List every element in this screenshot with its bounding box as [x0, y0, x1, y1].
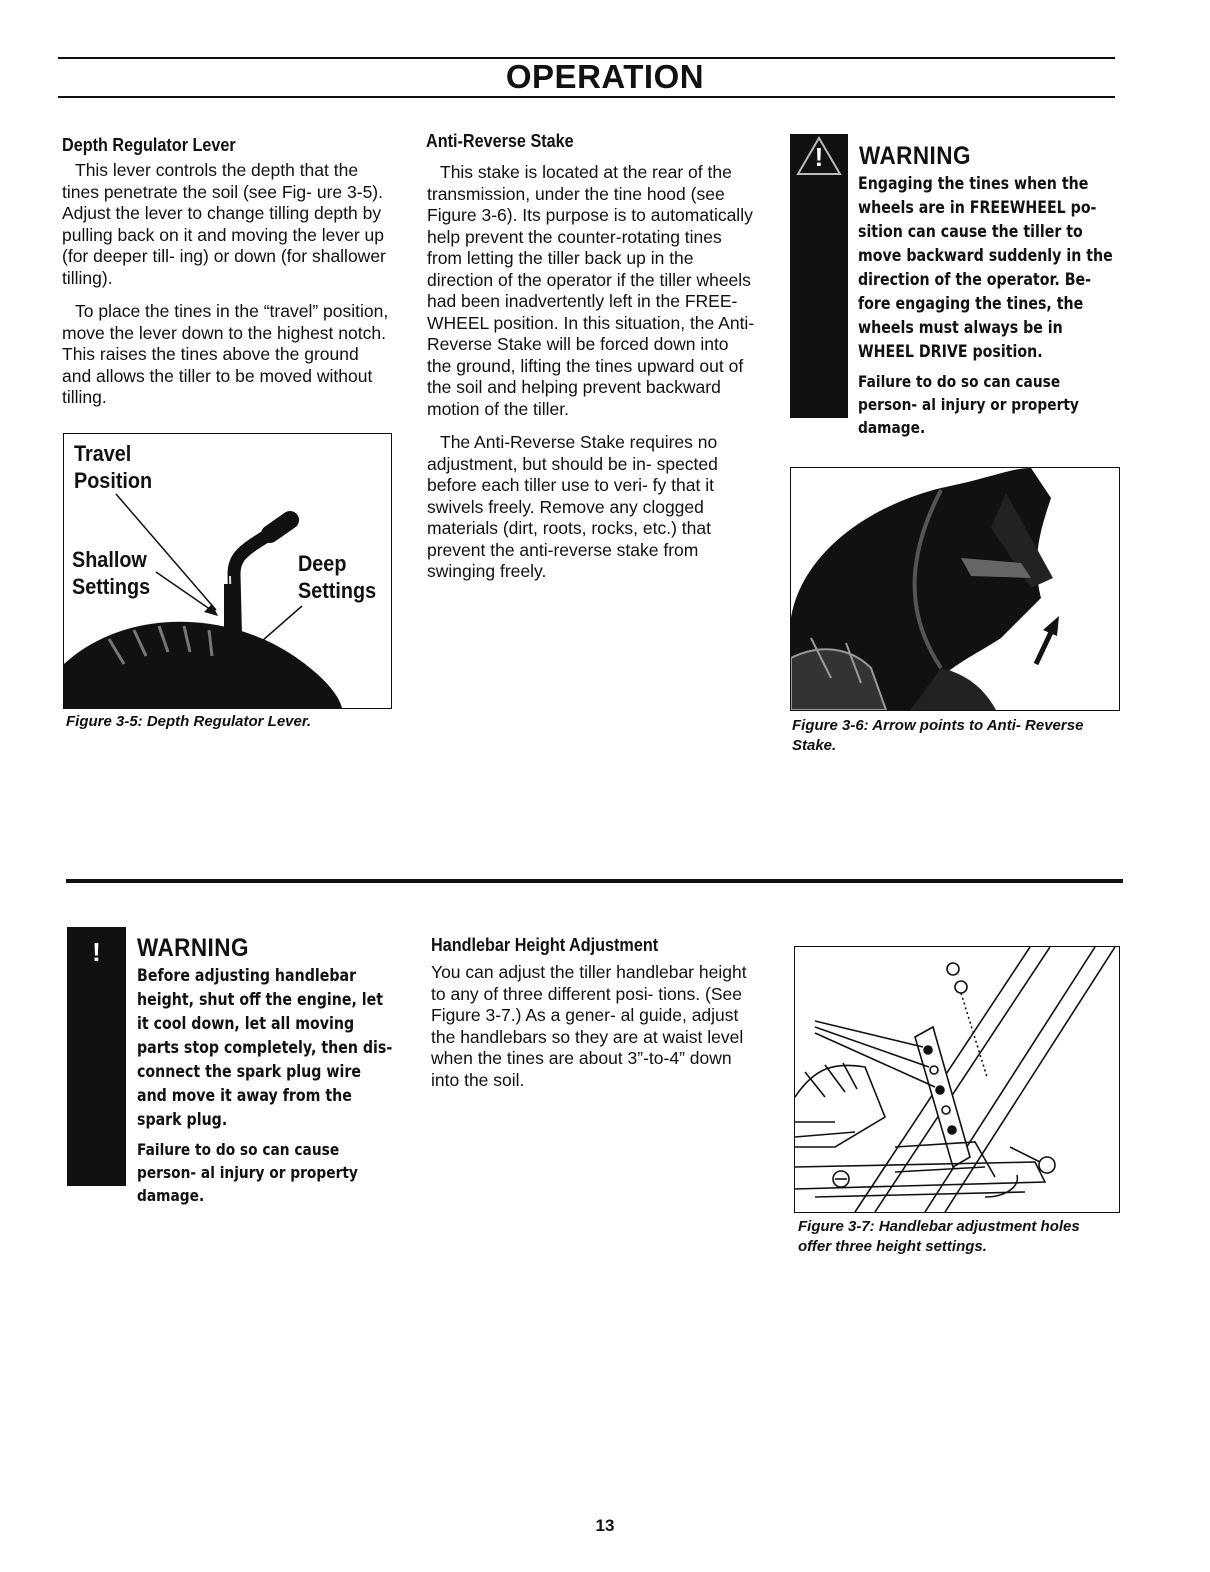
pointer-line-2	[815, 1027, 929, 1067]
adjustment-hole-4	[942, 1106, 950, 1114]
bolt-top-1	[947, 963, 959, 975]
depth-regulator-text	[62, 160, 390, 421]
depth-regulator-paragraph-1: This lever controls the depth that the tines penetrate the soil (see Fig- ure 3-5). Adjust the lever to change tilling depth by pulling back on it and moving the lever up (for deeper till- ing) or down (for shallower tilling).	[62, 160, 386, 288]
figure-3-7-handlebar-diagram	[794, 946, 1120, 1213]
warning-2-consequence: Failure to do so can cause person- al injury or property damage.	[137, 1140, 358, 1205]
pin-ring	[1039, 1157, 1055, 1173]
handlebar-tube-right-b	[945, 947, 1115, 1212]
section-divider-rule	[66, 879, 1123, 883]
lever-grip	[270, 520, 290, 534]
adjustment-hole-5	[948, 1126, 956, 1134]
handlebar-line-drawing	[795, 947, 1119, 1212]
figure-3-6-caption: Figure 3-6: Arrow points to Anti- Reverse Stake.	[792, 717, 1084, 754]
adjustment-hole-3	[936, 1086, 944, 1094]
anti-reverse-paragraph-2: The Anti-Reverse Stake requires no adjustment, but should be in- spected before each tiller use to veri- fy that it swivels freely. Remove any clogged materials (dirt, roots, rocks, etc.) that prevent the anti-reverse stake from swinging freely.	[427, 432, 718, 581]
adjustment-hole-2	[930, 1066, 938, 1074]
shallow-pointer-line	[156, 572, 214, 612]
warning-2-exclamation: !	[92, 937, 101, 967]
anti-reverse-text	[427, 162, 755, 595]
adjustment-pin	[1010, 1147, 1040, 1162]
frame-rail	[795, 1162, 1045, 1189]
depth-regulator-heading: Depth Regulator Lever	[62, 135, 236, 155]
arrow-head-icon	[1043, 616, 1059, 636]
warning-1-title: WARNING	[859, 142, 971, 170]
deep-pointer-line	[254, 606, 302, 648]
deep-settings-label: Deep Settings	[298, 551, 377, 603]
figure-3-7-caption: Figure 3-7: Handlebar adjustment holes offer three height settings.	[798, 1218, 1080, 1255]
warning-1-exclamation: !	[814, 142, 824, 172]
page-title: OPERATION	[505, 58, 705, 95]
pointer-line-1	[815, 1021, 923, 1047]
handlebar-heading: Handlebar Height Adjustment	[431, 935, 659, 955]
warning-1-consequence: Failure to do so can cause person- al injury or property damage.	[858, 372, 1079, 437]
tiller-tire	[64, 622, 342, 708]
warning-2-main-text: Before adjusting handlebar height, shut off the engine, let it cool down, let all moving parts stop completely, then dis- connect the spark plug wire and move it away from the spark plug.	[137, 966, 393, 1129]
bolt-top-2	[955, 981, 967, 993]
page-number: 13	[595, 1516, 615, 1535]
handlebar-tube-right-a	[925, 947, 1095, 1212]
warning-2-title: WARNING	[137, 934, 249, 962]
travel-position-label: Travel Position	[74, 441, 153, 493]
adjustment-hole-1	[924, 1046, 932, 1054]
figure-3-6-anti-reverse-photo	[790, 467, 1120, 711]
shallow-settings-label: Shallow Settings	[72, 547, 151, 599]
pin-clip	[985, 1175, 1017, 1197]
warning-1-icon	[796, 136, 842, 176]
tine-detail	[795, 1063, 857, 1137]
handlebar-paragraph: You can adjust the tiller handlebar height to any of three different posi- tions. (See Figure 3-7.) As a gener- al guide, adjust the handlebars so they are at waist level when the tines are about 3”-to-4” down into the soil.	[431, 962, 747, 1090]
bolt-guide-line	[961, 993, 987, 1077]
handlebar-text	[431, 962, 761, 1103]
figure-3-5-depth-lever	[63, 433, 392, 709]
lever-bracket	[224, 584, 236, 662]
lever-rod	[234, 526, 282, 656]
header-rule-bottom	[58, 96, 1115, 98]
warning-1-bar	[790, 134, 848, 418]
warning-1-main-text: Engaging the tines when the wheels are in FREEWHEEL po- sition can cause the tiller to move backward suddenly in the direction of the operator. Be- fore engaging the tines, the wheels must always be in WHEEL DRIVE position.	[858, 174, 1113, 361]
anti-reverse-heading: Anti-Reverse Stake	[426, 131, 574, 151]
figure-3-5-caption: Figure 3-5: Depth Regulator Lever.	[66, 713, 312, 730]
arrow-stem	[1036, 628, 1053, 664]
warning-1-body	[858, 172, 1116, 445]
anti-reverse-paragraph-1: This stake is located at the rear of the transmission, under the tine hood (see Figure 3-6). Its purpose is to automatically help prevent the counter-rotating tines from letting the tiller back up in the direction of the operator if the tiller wheels had been inadvertently left in the FREE- WHEEL position. In this situation, the Anti-Reverse Stake will be forced down into the ground, lifting the tines upward out of the soil and helping prevent backward motion of the tiller.	[427, 162, 755, 419]
anti-reverse-photo	[791, 468, 1119, 710]
depth-regulator-paragraph-2: To place the tines in the “travel” position, move the lever down to the highest notch. This raises the tines above the ground and allows the tiller to be moved without tilling.	[62, 301, 389, 407]
warning-2-body	[137, 964, 395, 1213]
